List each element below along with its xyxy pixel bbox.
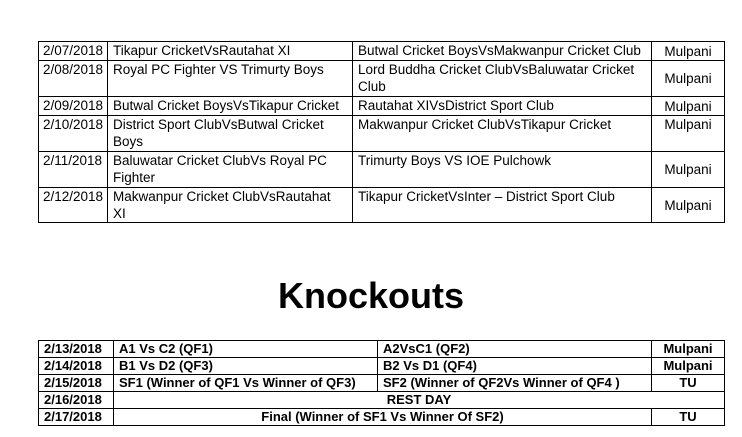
fixtures-table: [38, 41, 725, 223]
knockout-date: 2/16/2018: [39, 392, 114, 409]
rest-day-note: REST DAY: [114, 392, 725, 409]
table-row: [39, 341, 725, 358]
fixture-match-2: Trimurty Boys VS IOE Pulchowk: [353, 152, 652, 188]
knockout-venue: Mulpani: [652, 341, 725, 358]
table-row: [39, 97, 725, 116]
fixture-date: 2/09/2018: [39, 97, 108, 116]
fixture-match-1: Butwal Cricket BoysVsTikapur Cricket: [108, 97, 353, 116]
fixture-match-1: District Sport ClubVsButwal Cricket Boys: [108, 116, 353, 152]
knockout-match-2: B2 Vs D1 (QF4): [378, 358, 652, 375]
fixture-match-2: Butwal Cricket BoysVsMakwanpur Cricket Club: [353, 42, 652, 61]
fixture-venue: Mulpani: [652, 97, 725, 116]
fixture-match-2: Makwanpur Cricket ClubVsTikapur Cricket: [353, 116, 652, 152]
knockout-match-1: SF1 (Winner of QF1 Vs Winner of QF3): [114, 375, 378, 392]
fixture-venue: Mulpani: [652, 188, 725, 223]
fixture-date: 2/12/2018: [39, 188, 108, 223]
fixture-match-1: Royal PC Fighter VS Trimurty Boys: [108, 61, 353, 97]
fixture-match-2: Tikapur CricketVsInter – District Sport Club: [353, 188, 652, 223]
knockout-match-1: B1 Vs D2 (QF3): [114, 358, 378, 375]
table-row: [39, 116, 725, 152]
table-row: [39, 392, 725, 409]
knockout-match-1: A1 Vs C2 (QF1): [114, 341, 378, 358]
fixture-match-1: Baluwatar Cricket ClubVs Royal PC Fighter: [108, 152, 353, 188]
knockout-match-2: A2VsC1 (QF2): [378, 341, 652, 358]
fixture-date: 2/08/2018: [39, 61, 108, 97]
fixture-date: 2/11/2018: [39, 152, 108, 188]
knockouts-table: [38, 340, 725, 426]
knockout-date: 2/17/2018: [39, 409, 114, 426]
knockouts-heading: Knockouts: [277, 275, 464, 316]
knockout-venue: TU: [652, 375, 725, 392]
fixture-date: 2/10/2018: [39, 116, 108, 152]
knockout-match-2: SF2 (Winner of QF2Vs Winner of QF4 ): [378, 375, 652, 392]
table-row: [39, 358, 725, 375]
fixture-match-2: Rautahat XIVsDistrict Sport Club: [353, 97, 652, 116]
fixture-venue: Mulpani: [652, 61, 725, 97]
table-row: [39, 152, 725, 188]
fixture-match-1: Tikapur CricketVsRautahat XI: [108, 42, 353, 61]
table-row: [39, 188, 725, 223]
knockout-venue: TU: [652, 409, 725, 426]
table-row: [39, 409, 725, 426]
table-row: [39, 61, 725, 97]
fixture-venue: Mulpani: [652, 152, 725, 188]
table-row: [39, 375, 725, 392]
knockout-venue: Mulpani: [652, 358, 725, 375]
fixture-venue: Mulpani: [652, 116, 725, 152]
fixture-date: 2/07/2018: [39, 42, 108, 61]
knockout-date: 2/15/2018: [39, 375, 114, 392]
knockout-date: 2/14/2018: [39, 358, 114, 375]
knockout-date: 2/13/2018: [39, 341, 114, 358]
fixture-match-1: Makwanpur Cricket ClubVsRautahat XI: [108, 188, 353, 223]
table-row: [39, 42, 725, 61]
final-match: Final (Winner of SF1 Vs Winner Of SF2): [114, 409, 652, 426]
fixture-venue: Mulpani: [652, 42, 725, 61]
fixture-match-2: Lord Buddha Cricket ClubVsBaluwatar Cricket Club: [353, 61, 652, 97]
